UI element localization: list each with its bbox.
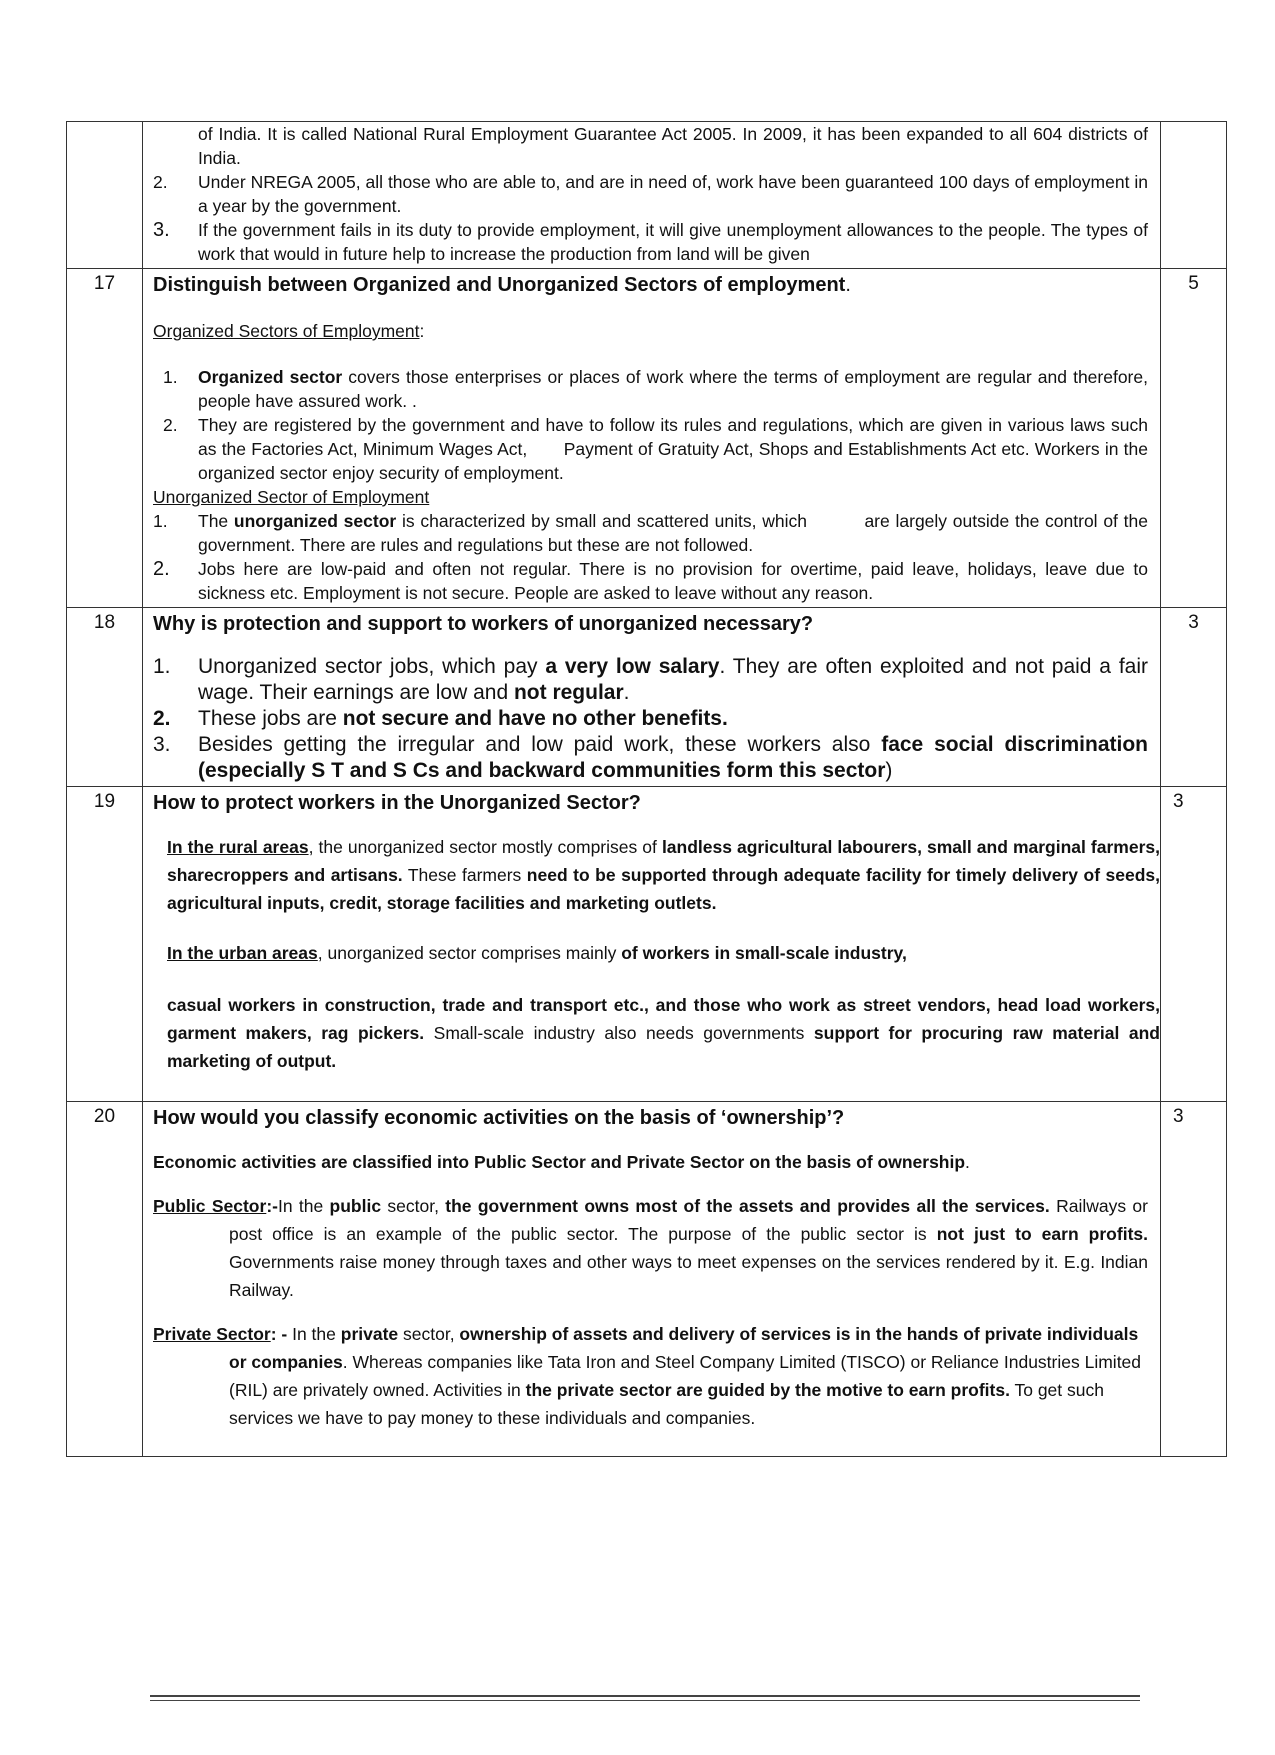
list-item bbox=[153, 170, 1148, 218]
table-row-q17 bbox=[67, 269, 1227, 608]
list-item: 1. The unorganized sector is characterized by small and scattered units, which are largely outside the control of the government. There are rules and regulations but these are not followed. bbox=[153, 511, 1153, 555]
marks: 3 bbox=[1161, 787, 1227, 1102]
list-number: 3. bbox=[153, 733, 171, 756]
list-text: Under NREGA 2005, all those who are able to, and are in need of, work have been guaranteed 100 days of employment in a year by the government. bbox=[198, 172, 1148, 216]
urban-paragraph-continued: casual workers in construction, trade and transport etc., and those who work as street vendors, head load workers, garment makers, rag pickers. Small-scale industry also needs governments support for procuring raw material and marketing of output. bbox=[167, 995, 1160, 1071]
list-item bbox=[153, 557, 1148, 605]
section-heading: Unorganized Sector of Employment bbox=[153, 487, 430, 507]
list-number: 2. bbox=[153, 558, 170, 580]
list-text: Jobs here are low-paid and often not regular. There is no provision for overtime, paid leave, holidays, leave due to sickness etc. Employment is not secure. People are asked to leave without any reason. bbox=[198, 559, 1148, 603]
marks: 3 bbox=[1161, 1102, 1227, 1457]
question-number-cell bbox=[67, 122, 143, 269]
marks: 5 bbox=[1161, 269, 1227, 608]
footer-rule bbox=[150, 1700, 1140, 1701]
list-number: 2. bbox=[153, 172, 168, 192]
list-number: 2. bbox=[153, 707, 171, 730]
footer-rule bbox=[150, 1695, 1140, 1697]
section-heading: Organized Sectors of Employment: bbox=[153, 321, 425, 341]
table-row-continuation bbox=[67, 122, 1227, 269]
list-number: 2. bbox=[163, 415, 178, 435]
list-item: 3. Besides getting the irregular and low paid work, these workers also face social discrimination (especially S T and S Cs and backward communities form this sector) bbox=[153, 733, 1148, 782]
answer-cell bbox=[143, 608, 1161, 787]
table-row-q20 bbox=[67, 1102, 1227, 1457]
list-text: If the government fails in its duty to provide employment, it will give unemployment allowances to the people. The types of work that would in future help to increase the production from land will be given bbox=[198, 220, 1148, 264]
answer-cell bbox=[143, 787, 1161, 1102]
question-number: 19 bbox=[67, 787, 143, 1102]
question-text: How to protect workers in the Unorganized Sector? bbox=[153, 792, 641, 814]
question-text: Why is protection and support to workers of unorganized necessary? bbox=[153, 613, 814, 635]
urban-paragraph: In the urban areas, unorganized sector comprises mainly of workers in small-scale industry, bbox=[167, 943, 907, 963]
public-sector-paragraph: Public Sector:-In the public sector, the government owns most of the assets and provides all the services. Railways or post office is an example of the public sector. The purpose of the public sector is not just to earn profits. Governments raise money through taxes and other ways to meet expenses on the services rendered by it. E.g. Indian Railway. bbox=[153, 1196, 1148, 1300]
table-row-q18 bbox=[67, 608, 1227, 787]
list-item: 2. These jobs are not secure and have no other benefits. bbox=[153, 707, 728, 730]
question-number: 17 bbox=[67, 269, 143, 608]
answer-cell bbox=[143, 269, 1161, 608]
rural-paragraph: In the rural areas, the unorganized sector mostly comprises of landless agricultural labourers, small and marginal farmers, sharecroppers and artisans. These farmers need to be supported through adequate facility for timely delivery of seeds, agricultural inputs, credit, storage facilities and marketing outlets. bbox=[167, 837, 1161, 913]
question-text: How would you classify economic activities on the basis of ‘ownership’? bbox=[153, 1107, 845, 1129]
list-number: 3. bbox=[153, 219, 170, 241]
question-text: Distinguish between Organized and Unorganized Sectors of employment. bbox=[153, 274, 851, 296]
answer-cell bbox=[143, 1102, 1161, 1457]
list-item: 1. Unorganized sector jobs, which pay a very low salary. They are often exploited and not paid a fair wage. Their earnings are low and not regular. bbox=[153, 655, 1148, 704]
question-number: 18 bbox=[67, 608, 143, 787]
list-item bbox=[153, 218, 1148, 266]
list-text: They are registered by the government and have to follow its rules and regulations, which are given in various laws such as the Factories Act, Minimum Wages Act, Payment of Gratuity Act, Shops and Establishments Act etc. Workers in the organized sector enjoy security of employment. bbox=[198, 415, 1153, 483]
answer-cell bbox=[143, 122, 1161, 269]
list-number: 1. bbox=[153, 511, 168, 531]
list-number: 1. bbox=[153, 655, 171, 678]
list-item: 1. Organized sector covers those enterprises or places of work where the terms of employment are regular and therefore, people have assured work. . bbox=[153, 365, 1148, 413]
question-number: 20 bbox=[67, 1102, 143, 1457]
private-sector-paragraph: Private Sector: - In the private sector, ownership of assets and delivery of services is in the hands of private individuals or companies. Whereas companies like Tata Iron and Steel Company Limited (TISCO) or Reliance Industries Limited (RIL) are privately owned. Activities in the private sector are guided by the motive to earn profits. To get such services we have to pay money to these individuals and companies. bbox=[153, 1324, 1142, 1428]
answer-table bbox=[66, 121, 1227, 1457]
list-number: 1. bbox=[163, 367, 178, 387]
marks-cell bbox=[1161, 122, 1227, 269]
table-row-q19 bbox=[67, 787, 1227, 1102]
intro-paragraph: Economic activities are classified into Public Sector and Private Sector on the basis of ownership. bbox=[153, 1152, 970, 1172]
list-item bbox=[153, 413, 1153, 485]
marks: 3 bbox=[1161, 608, 1227, 787]
continuation-text: of India. It is called National Rural Employment Guarantee Act 2005. In 2009, it has been expanded to all 604 districts of India. bbox=[198, 124, 1148, 168]
